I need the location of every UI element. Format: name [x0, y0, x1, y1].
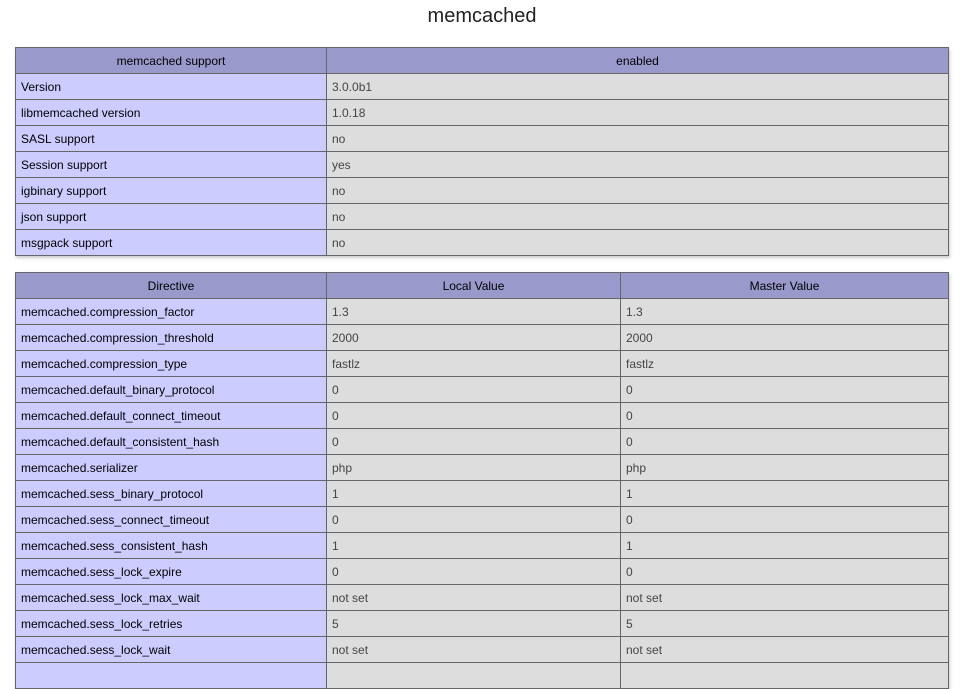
table-row [16, 299, 949, 325]
local-value: 5 [327, 611, 621, 637]
table-row [16, 429, 949, 455]
row-label: SASL support [16, 126, 327, 152]
row-value: yes [327, 152, 949, 178]
master-value: 0 [621, 403, 949, 429]
master-value: php [621, 455, 949, 481]
page-title: memcached [427, 5, 537, 27]
table-row [16, 377, 949, 403]
local-value: 1 [327, 533, 621, 559]
local-value [327, 663, 621, 689]
row-label: libmemcached version [16, 100, 327, 126]
local-value: 0 [327, 429, 621, 455]
table-row [16, 178, 949, 204]
directive-name: memcached.sess_connect_timeout [16, 507, 327, 533]
table-header-row [16, 48, 949, 74]
master-value: not set [621, 585, 949, 611]
local-value: 1.3 [327, 299, 621, 325]
row-label: json support [16, 204, 327, 230]
table-row [16, 100, 949, 126]
local-value: not set [327, 585, 621, 611]
directive-name: memcached.sess_lock_max_wait [16, 585, 327, 611]
table-row [16, 611, 949, 637]
master-value: 5 [621, 611, 949, 637]
directive-name: memcached.compression_type [16, 351, 327, 377]
table-row [16, 507, 949, 533]
directive-name: memcached.default_connect_timeout [16, 403, 327, 429]
row-value: no [327, 204, 949, 230]
header-master-value: Master Value [621, 273, 949, 299]
table-row [16, 152, 949, 178]
master-value: 0 [621, 429, 949, 455]
local-value: 0 [327, 507, 621, 533]
master-value: 1 [621, 481, 949, 507]
master-value: fastlz [621, 351, 949, 377]
table-row [16, 351, 949, 377]
row-label: Version [16, 74, 327, 100]
local-value: 2000 [327, 325, 621, 351]
table-row [16, 74, 949, 100]
table-row [16, 533, 949, 559]
directive-name: memcached.sess_lock_expire [16, 559, 327, 585]
directive-name: memcached.default_binary_protocol [16, 377, 327, 403]
master-value: 2000 [621, 325, 949, 351]
directive-name: memcached.serializer [16, 455, 327, 481]
directives-table [15, 272, 949, 689]
local-value: php [327, 455, 621, 481]
table-row [16, 455, 949, 481]
directive-name: memcached.sess_consistent_hash [16, 533, 327, 559]
table-row [16, 230, 949, 256]
row-value: no [327, 230, 949, 256]
memcached-support-table [15, 47, 949, 256]
directive-name: memcached.compression_factor [16, 299, 327, 325]
master-value: not set [621, 637, 949, 663]
table-row [16, 126, 949, 152]
local-value: 1 [327, 481, 621, 507]
row-value: no [327, 126, 949, 152]
row-value: 3.0.0b1 [327, 74, 949, 100]
row-label: msgpack support [16, 230, 327, 256]
header-cell: memcached support [16, 48, 327, 74]
row-value: no [327, 178, 949, 204]
directive-name: memcached.sess_binary_protocol [16, 481, 327, 507]
table-row [16, 559, 949, 585]
directive-name: memcached.sess_lock_retries [16, 611, 327, 637]
master-value: 0 [621, 507, 949, 533]
table-row [16, 585, 949, 611]
header-cell: enabled [327, 48, 949, 74]
table-row [16, 403, 949, 429]
table-row [16, 637, 949, 663]
local-value: 0 [327, 403, 621, 429]
directive-name: memcached.compression_threshold [16, 325, 327, 351]
row-label: Session support [16, 152, 327, 178]
master-value: 0 [621, 377, 949, 403]
table-row [16, 204, 949, 230]
header-directive: Directive [16, 273, 327, 299]
master-value: 1 [621, 533, 949, 559]
directive-name: memcached.default_consistent_hash [16, 429, 327, 455]
table-row [16, 325, 949, 351]
row-label: igbinary support [16, 178, 327, 204]
directive-name [16, 663, 327, 689]
table-header-row [16, 273, 949, 299]
row-value: 1.0.18 [327, 100, 949, 126]
master-value [621, 663, 949, 689]
master-value: 0 [621, 559, 949, 585]
header-local-value: Local Value [327, 273, 621, 299]
local-value: 0 [327, 559, 621, 585]
table-row [16, 663, 949, 689]
local-value: fastlz [327, 351, 621, 377]
directive-name: memcached.sess_lock_wait [16, 637, 327, 663]
master-value: 1.3 [621, 299, 949, 325]
local-value: 0 [327, 377, 621, 403]
local-value: not set [327, 637, 621, 663]
table-row [16, 481, 949, 507]
